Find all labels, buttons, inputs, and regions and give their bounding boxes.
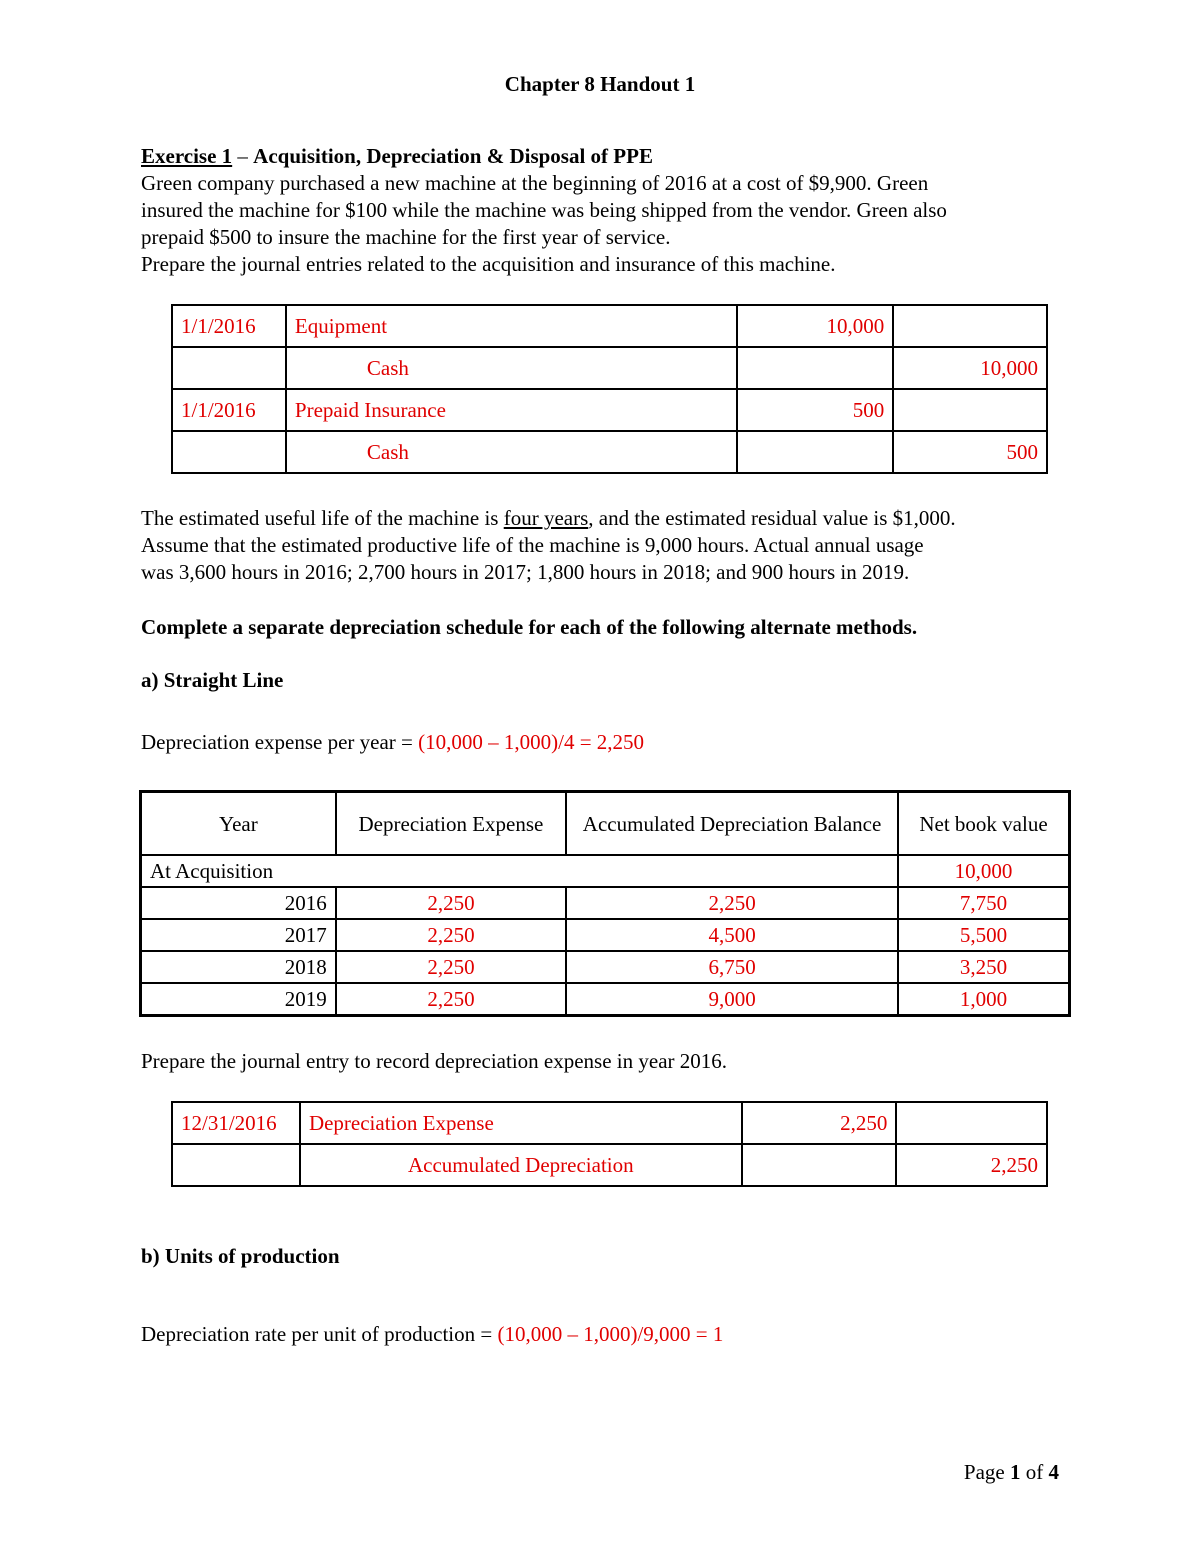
row-expense: 2,250 bbox=[336, 919, 566, 951]
acquisition-row bbox=[141, 855, 1070, 887]
journal-entry-table-acquisition bbox=[171, 304, 1048, 474]
je-credit bbox=[893, 389, 1047, 431]
je-instruction: Prepare the journal entry to record depreciation expense in year 2016. bbox=[141, 1049, 728, 1073]
exercise-line-4: Prepare the journal entries related to the acquisition and insurance of this machine. bbox=[141, 252, 836, 276]
row-expense: 2,250 bbox=[336, 951, 566, 983]
page-number: Page 1 of 4 bbox=[963, 1460, 1059, 1484]
schedule-row bbox=[141, 919, 1070, 951]
section-a-heading: a) Straight Line bbox=[141, 668, 284, 692]
schedule-row bbox=[141, 887, 1070, 919]
exercise-label: Exercise 1 bbox=[141, 144, 233, 168]
je-date: 1/1/2016 bbox=[172, 305, 286, 347]
journal-row bbox=[172, 347, 1047, 389]
je-debit bbox=[742, 1144, 897, 1186]
je-credit bbox=[893, 305, 1047, 347]
row-net-book-value: 7,750 bbox=[898, 887, 1070, 919]
journal-row bbox=[172, 1144, 1047, 1186]
je-credit: 2,250 bbox=[896, 1144, 1047, 1186]
depreciation-schedule-table bbox=[139, 790, 1071, 1017]
je-debit: 500 bbox=[737, 389, 894, 431]
je-credit bbox=[896, 1102, 1047, 1144]
acquisition-label: At Acquisition bbox=[141, 855, 899, 887]
row-expense: 2,250 bbox=[336, 983, 566, 1016]
je-account: Equipment bbox=[286, 305, 737, 347]
exercise-line-2: insured the machine for $100 while the machine was being shipped from the vendor. Green also bbox=[141, 198, 947, 222]
header-accumulated-depreciation: Accumulated Depreciation Balance bbox=[566, 792, 898, 856]
exercise-title: Acquisition, Depreciation & Disposal of PPE bbox=[253, 144, 653, 168]
exercise-heading: Exercise 1 – Acquisition, Depreciation & Disposal of PPE bbox=[141, 144, 653, 168]
section-b-heading: b) Units of production bbox=[141, 1244, 340, 1268]
je-debit bbox=[737, 347, 894, 389]
exercise-text bbox=[141, 143, 1081, 278]
journal-row bbox=[172, 305, 1047, 347]
header-net-book-value: Net book value bbox=[898, 792, 1070, 856]
je-account: Prepaid Insurance bbox=[286, 389, 737, 431]
je-debit: 10,000 bbox=[737, 305, 894, 347]
estimate-text bbox=[141, 505, 1081, 586]
row-year: 2018 bbox=[141, 951, 336, 983]
journal-entry-table-depreciation bbox=[171, 1101, 1048, 1187]
header-year: Year bbox=[141, 792, 336, 856]
exercise-line-1: Green company purchased a new machine at the beginning of 2016 at a cost of $9,900. Green bbox=[141, 171, 929, 195]
estimate-line-1: The estimated useful life of the machine is four years, and the estimated residual value is $1,000. bbox=[141, 506, 956, 530]
je-credit: 10,000 bbox=[893, 347, 1047, 389]
acquisition-value: 10,000 bbox=[898, 855, 1070, 887]
je-debit bbox=[737, 431, 894, 473]
je-date bbox=[172, 431, 286, 473]
journal-row bbox=[172, 431, 1047, 473]
methods-instruction: Complete a separate depreciation schedule for each of the following alternate methods. bbox=[141, 615, 918, 639]
je-account: Cash bbox=[286, 431, 737, 473]
journal-row bbox=[172, 1102, 1047, 1144]
schedule-row bbox=[141, 983, 1070, 1016]
je-date: 1/1/2016 bbox=[172, 389, 286, 431]
exercise-line-3: prepaid $500 to insure the machine for the first year of service. bbox=[141, 225, 671, 249]
je-date: 12/31/2016 bbox=[172, 1102, 300, 1144]
estimate-line-2: Assume that the estimated productive life of the machine is 9,000 hours. Actual annual usage bbox=[141, 533, 924, 557]
row-expense: 2,250 bbox=[336, 887, 566, 919]
je-date bbox=[172, 1144, 300, 1186]
row-net-book-value: 5,500 bbox=[898, 919, 1070, 951]
row-net-book-value: 1,000 bbox=[898, 983, 1070, 1016]
row-year: 2017 bbox=[141, 919, 336, 951]
row-year: 2019 bbox=[141, 983, 336, 1016]
units-of-production-formula-value: (10,000 – 1,000)/9,000 = 1 bbox=[497, 1322, 724, 1346]
row-net-book-value: 3,250 bbox=[898, 951, 1070, 983]
straight-line-formula-value: (10,000 – 1,000)/4 = 2,250 bbox=[418, 730, 645, 754]
row-accumulated: 9,000 bbox=[566, 983, 898, 1016]
useful-life-underlined: four years bbox=[503, 506, 589, 530]
estimate-line-3: was 3,600 hours in 2016; 2,700 hours in 2017; 1,800 hours in 2018; and 900 hours in 2019. bbox=[141, 560, 910, 584]
row-accumulated: 2,250 bbox=[566, 887, 898, 919]
straight-line-formula: Depreciation expense per year = (10,000 – 1,000)/4 = 2,250 bbox=[141, 730, 645, 754]
je-account: Depreciation Expense bbox=[300, 1102, 742, 1144]
je-account: Accumulated Depreciation bbox=[300, 1144, 742, 1186]
row-accumulated: 6,750 bbox=[566, 951, 898, 983]
row-accumulated: 4,500 bbox=[566, 919, 898, 951]
row-year: 2016 bbox=[141, 887, 336, 919]
units-of-production-formula: Depreciation rate per unit of production = (10,000 – 1,000)/9,000 = 1 bbox=[141, 1322, 724, 1346]
schedule-row bbox=[141, 951, 1070, 983]
je-credit: 500 bbox=[893, 431, 1047, 473]
je-debit: 2,250 bbox=[742, 1102, 897, 1144]
journal-row bbox=[172, 389, 1047, 431]
schedule-header-row bbox=[141, 792, 1070, 856]
header-depreciation-expense: Depreciation Expense bbox=[336, 792, 566, 856]
page-title: Chapter 8 Handout 1 bbox=[504, 72, 696, 96]
je-date bbox=[172, 347, 286, 389]
je-account: Cash bbox=[286, 347, 737, 389]
